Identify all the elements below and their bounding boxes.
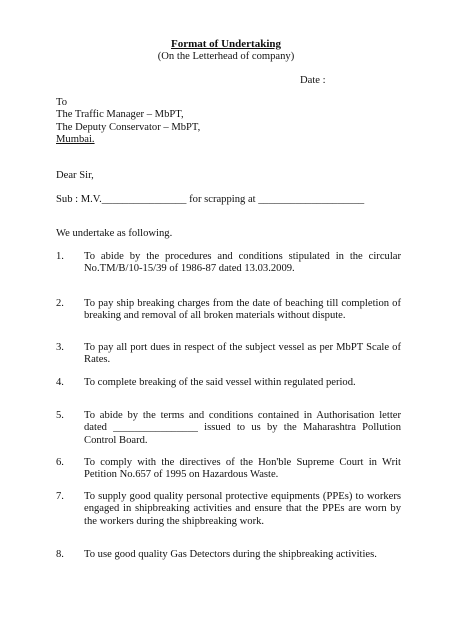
item-number: 3. [56, 342, 64, 353]
document-subtitle: (On the Letterhead of company) [157, 51, 295, 62]
item-text: To pay all port dues in respect of the subject vessel as per MbPT Scale of Rates. [84, 342, 401, 366]
item-text: To abide by the procedures and conditions stipulated in the circular No.TM/B/10-15/39 of 1986-87 dated 13.03.2009. [84, 251, 401, 275]
subject-line: Sub : M.V.________________ for scrapping at ____________________ [56, 194, 365, 205]
item-number: 6. [56, 457, 64, 468]
item-text: To complete breaking of the said vessel within regulated period. [84, 377, 356, 388]
item-text: To use good quality Gas Detectors during the shipbreaking activities. [84, 549, 377, 560]
recipient-line-3: Mumbai. [56, 134, 95, 146]
item-number: 4. [56, 377, 64, 388]
to-label: To [56, 97, 68, 108]
item-text: To comply with the directives of the Hon'ble Supreme Court in Writ Petition No.657 of 1995 on Hazardous Waste. [84, 457, 401, 481]
item-text: To abide by the terms and conditions contained in Authorisation letter dated ________________ issued to us by the Maharashtra Pollution Control Board. [84, 410, 401, 446]
intro-text: We undertake as following. [56, 228, 173, 239]
salutation: Dear Sir, [56, 170, 94, 181]
item-number: 5. [56, 410, 64, 421]
date-label: Date : [300, 75, 326, 86]
item-number: 7. [56, 491, 64, 502]
item-number: 1. [56, 251, 64, 262]
item-number: 2. [56, 298, 64, 309]
document-title: Format of Undertaking [171, 38, 281, 50]
item-text: To supply good quality personal protective equipments (PPEs) to workers engaged in shipbreaking activities and ensure that the PPEs are worn by the workers during the shipbreaking work. [84, 491, 401, 527]
item-number: 8. [56, 549, 64, 560]
recipient-line-2: The Deputy Conservator – MbPT, [56, 121, 201, 133]
recipient-line-1: The Traffic Manager – MbPT, [56, 109, 184, 121]
recipient-address [56, 97, 376, 147]
item-text: To pay ship breaking charges from the date of beaching till completion of breaking and removal of all broken materials without dispute. [84, 298, 401, 322]
